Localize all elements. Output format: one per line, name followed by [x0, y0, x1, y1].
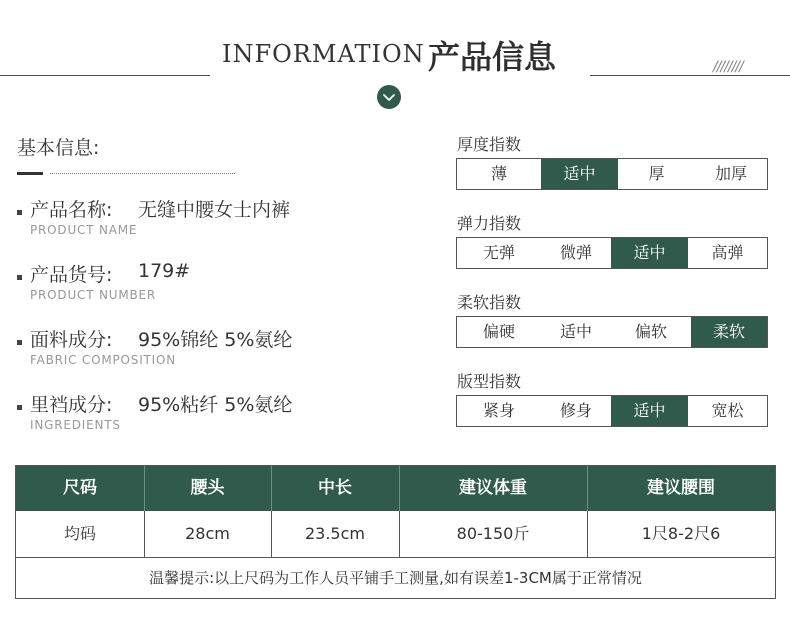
- chevron-down-icon: [377, 85, 401, 109]
- info-row-product-number: [17, 260, 347, 310]
- table-header-cell: 尺码: [63, 478, 97, 498]
- column-divider: [271, 466, 272, 511]
- info-row-product-name: [17, 195, 347, 245]
- index-option: 修身: [559, 401, 592, 420]
- info-value: 95%粘纤 5%氨纶: [138, 394, 293, 416]
- index-option-selected: 适中: [611, 238, 688, 268]
- info-label: 面料成分:: [30, 329, 113, 351]
- fit-index-title: 版型指数: [457, 372, 522, 391]
- column-divider: [399, 466, 400, 511]
- column-divider: [399, 511, 400, 557]
- index-option-selected: 柔软: [691, 317, 767, 347]
- index-option: 微弹: [559, 243, 592, 262]
- index-option: 适中: [559, 322, 592, 341]
- bullet-icon: [17, 340, 22, 345]
- info-subtitle: FABRIC COMPOSITION: [30, 353, 177, 367]
- info-row-fabric: [17, 325, 347, 375]
- title-english: INFORMATION: [222, 40, 425, 68]
- column-divider: [587, 466, 588, 511]
- bullet-icon: [17, 210, 22, 215]
- info-row-ingredients: [17, 390, 347, 440]
- info-value: 95%锦纶 5%氨纶: [138, 329, 293, 351]
- basic-info-title: 基本信息:: [17, 137, 100, 159]
- fit-index-bar: [456, 395, 768, 427]
- index-option: 无弹: [482, 243, 515, 262]
- table-cell: 均码: [63, 524, 96, 543]
- info-subtitle: PRODUCT NUMBER: [30, 288, 157, 302]
- bullet-icon: [17, 275, 22, 280]
- info-value: 179#: [138, 260, 191, 282]
- index-option-selected: 适中: [611, 396, 688, 426]
- title-underline: [17, 172, 43, 175]
- size-table-header: [16, 466, 775, 511]
- index-option: 高弹: [711, 243, 744, 262]
- size-table: [15, 465, 776, 599]
- dotted-divider: [50, 173, 235, 174]
- softness-index-bar: [456, 316, 768, 348]
- index-option: 偏硬: [482, 322, 515, 341]
- info-subtitle: PRODUCT NAME: [30, 223, 138, 237]
- index-option: 厚: [648, 164, 665, 183]
- decorative-slashes: ////////: [713, 59, 743, 75]
- thickness-index-title: 厚度指数: [457, 135, 522, 154]
- table-header-cell: 建议腰围: [647, 478, 715, 498]
- header-title: [210, 30, 590, 76]
- elasticity-index-bar: [456, 237, 768, 269]
- table-header-cell: 建议体重: [459, 478, 527, 498]
- table-cell: 23.5cm: [304, 524, 365, 543]
- title-chinese: 产品信息: [428, 38, 557, 76]
- index-option: 薄: [490, 164, 507, 183]
- column-divider: [587, 511, 588, 557]
- index-option-selected: 适中: [541, 159, 618, 189]
- table-header-cell: 腰头: [190, 478, 225, 498]
- index-option: 紧身: [482, 401, 515, 420]
- column-divider: [271, 511, 272, 557]
- info-label: 产品货号:: [30, 264, 113, 286]
- bullet-icon: [17, 405, 22, 410]
- thickness-index-bar: [456, 158, 768, 190]
- table-cell: 1尺8-2尺6: [641, 524, 721, 543]
- info-label: 产品名称:: [30, 199, 113, 221]
- column-divider: [144, 511, 145, 557]
- info-value: 无缝中腰女士内裤: [138, 199, 291, 221]
- index-option: 宽松: [711, 401, 744, 420]
- table-header-cell: 中长: [318, 478, 352, 498]
- elasticity-index-title: 弹力指数: [457, 214, 522, 233]
- table-cell: 80-150斤: [456, 524, 530, 543]
- size-note: 温馨提示:以上尺码为工作人员平铺手工测量,如有误差1-3CM属于正常情况: [149, 569, 642, 587]
- table-cell: 28cm: [185, 524, 230, 543]
- column-divider: [144, 466, 145, 511]
- info-subtitle: INGREDIENTS: [30, 418, 121, 432]
- info-label: 里裆成分:: [30, 394, 113, 416]
- index-option: 加厚: [714, 164, 747, 183]
- softness-index-title: 柔软指数: [457, 293, 522, 312]
- index-option: 偏软: [634, 322, 667, 341]
